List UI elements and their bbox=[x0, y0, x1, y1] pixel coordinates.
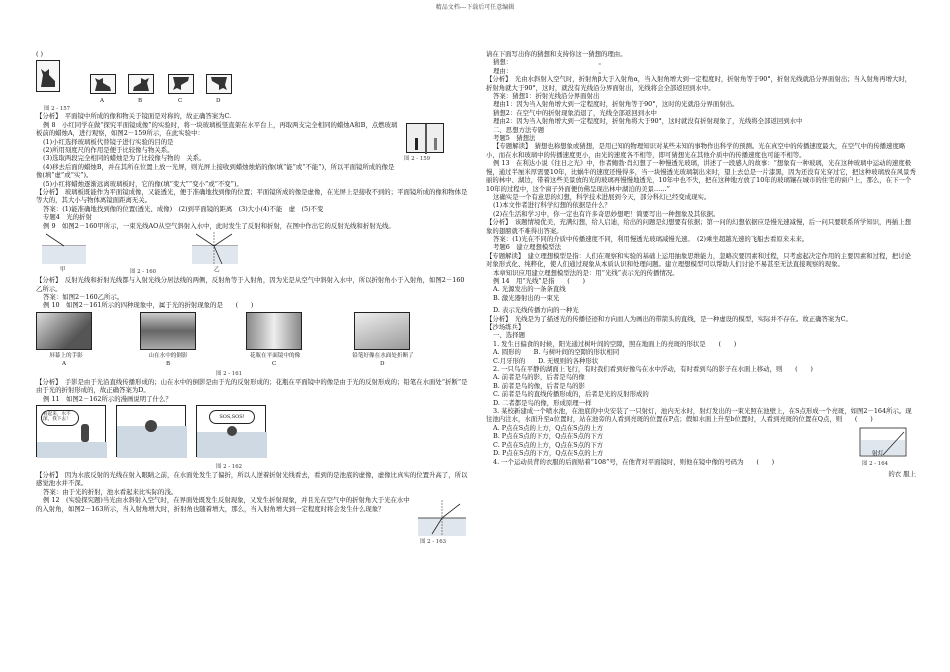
figure-163-diagram bbox=[418, 500, 466, 536]
answer-example-13: 答案：(1)光在不同的介质中传播速度不同，利用慢透光玻璃减慢光速。 (2)乘坐超越光速的飞船去看原来未来。 bbox=[493, 234, 809, 243]
question-3-option-c: C. P点在S点的上方，Q点在S点的下方 bbox=[493, 440, 604, 449]
photo-pencil-water bbox=[354, 312, 410, 350]
answer-guess-2: 猜想2：在空气中的折射现象消退了，光线全部返回到水中 bbox=[493, 108, 657, 117]
photo-caption-a: 屏幕上的手影 bbox=[49, 352, 83, 359]
figure-160-label-b: 乙 bbox=[214, 267, 220, 274]
speech-bubble-1: 看起来，水不深，我下去！ bbox=[41, 410, 79, 426]
figure-157-option-b bbox=[128, 74, 154, 94]
question-4: 4. 一个运动员背的衣服的后面贴着“108”号，在他背对平面镜时，则他在镜中像的号码为 ( ) bbox=[493, 457, 775, 466]
figure-157-label-c: C bbox=[178, 98, 183, 105]
section-2-heading: 二、思想方法专题 bbox=[493, 125, 545, 134]
figure-157-option-a bbox=[90, 74, 116, 94]
answer-example-8: 答案：(1)能准确地找到像的位置(透光、成像) (2)到平面镜的距离 (3)大小(4)不能 虚 (5)不变 bbox=[43, 204, 324, 213]
figure-157-caption: 图 2 - 157 bbox=[44, 106, 71, 113]
photo-caption-d: 铅笔好像在水面处折断了 bbox=[352, 352, 414, 359]
question-bracket: ( ) bbox=[36, 50, 44, 58]
figure-161-caption: 图 2 - 161 bbox=[216, 370, 243, 377]
figure-159 bbox=[402, 121, 448, 165]
question-3-option-b: B. P点在S点的下方，Q点在S点的下方 bbox=[493, 432, 604, 441]
example-14-option-d: D. 表示光线传播方向的一种光 bbox=[493, 306, 579, 315]
answer-example-11: 答案：由于光的折射，池水看起来比实际的浅。 bbox=[43, 487, 178, 496]
analysis-example-7: 【分析】 平面镜中所成的像和物关于镜面是对称的，故正确答案为C. bbox=[36, 112, 232, 121]
figure-160-diagrams bbox=[42, 232, 242, 268]
example-13: 例 13 在利达小说《往日之光》中，作者鲍勃·肖幻想了一种慢透光玻璃，讲述了一段感人的故事：“想象有一种玻璃，光在这种玻璃中运动的速度极慢，通过半厘米厚需要10年，比蜗牛的速度还慢得多，当一块慢透光玻璃制出来时，望上去总是一片漆黑，因为还没有光穿过它，把这种玻璃放在风景秀丽的林中、湖边，带着这些美景放的光的玻璃再慢慢地透光，10年中也不失，把在这种地方放了10年的玻璃镶在城市的住宅的窗户上，那么，在下一个10年的过程中，这个窗子外面便仿佛呈现出林中湖泊的美景……” bbox=[486, 159, 916, 193]
photo-caption-c: 花瓶在平面镜中的像 bbox=[249, 352, 301, 359]
example-8: 例 8 小红同学在做“探究平面镜成像”的实验时，将一块玻璃板竖直架在水平台上，再取两支完全相同的蜡烛A和B，点燃玻璃板前的蜡烛A，进行观察，如图2－159所示，在此实验中： bbox=[36, 120, 398, 138]
topic-6-intro: 【专题解读】 建立理想模型是指：人们在观察和实验的基础上运用抽象思维能力，忽略次要因素和过程，只考虑起决定作用的主要因素和过程，把讨论对象形式化、纯粹化，使人们通过现象从本质认识和处理问题。建立理想模型可以帮助人们讨论不易甚至无法直接观察的现象。 bbox=[486, 251, 911, 269]
analysis-example-13: 【分析】 该题情境优美，充满幻想，给人启迪，给出的问题是幻想要有依据；第一问的幻想依据应是慢光速减慢，后一问只要联系所学知识，再插上想象的翅膀就不难得出答案。 bbox=[486, 218, 911, 235]
figure-160 bbox=[36, 230, 468, 276]
analysis-example-9: 【分析】 反射光线和折射光线都与入射光线分居法线的两侧，反射角等于入射角，因为光是从空气中斜射入水中，所以折射角小于入射角，如图2－160乙所示。 bbox=[36, 276, 465, 293]
example-14: 例 14 用“光线”是指 ( ) bbox=[493, 276, 586, 285]
question-1-options-cd: C.月牙形的 D. 无规则的各种形状 bbox=[493, 356, 599, 365]
page-header: 精品文档---下载后可任意编辑 bbox=[435, 4, 515, 11]
question-3-option-a: A. P点在S点的上方，Q点在S点的上方 bbox=[493, 423, 604, 432]
example-11: 例 11 如图2－162所示的漫画说明了什么？ bbox=[43, 394, 172, 403]
comic-panel-3 bbox=[196, 405, 266, 457]
comic-panel-2 bbox=[116, 405, 186, 457]
figure-160-caption: 图 2 - 160 bbox=[130, 269, 157, 276]
example-8-q2: (2)所用刻度尺的作用是便于比较像与物关系。 bbox=[43, 146, 174, 155]
answer-example-9: 答案：如图2－160乙所示。 bbox=[43, 292, 124, 301]
figure-157-label-d: D bbox=[216, 98, 221, 105]
topic-4-heading: 专题4 光的折射 bbox=[43, 213, 92, 222]
figure-163-caption: 图 2 - 163 bbox=[420, 539, 447, 546]
example-12: 例 12 (实验探究题)当光由水斜射入空气时，在界面处既发生反射现象，又发生折射现象，并且光在空气中的折射角大于光在水中的入射角，如图2－163所示，当入射角增大时，折射角也随着增大，那么，当入射角增大到一定程度时将会发生什么现象？ bbox=[36, 496, 410, 513]
figure-157 bbox=[36, 60, 468, 112]
analysis-example-12: 【分析】 光由水斜射入空气时，折射角β大于入射角α，当入射角增大到一定程度时，折射角等于90°，折射光线就沿分界面射出；当入射角再增大时，折射角就大于90°，这时，就没有光线沿分界面射出，光线将会全部返回到水中。 bbox=[486, 75, 912, 92]
photo-vase-mirror bbox=[246, 312, 302, 350]
figure-159-caption: 图 2 - 159 bbox=[404, 155, 431, 162]
figure-157-label-b: B bbox=[138, 98, 143, 105]
figure-157-source-image bbox=[36, 60, 60, 92]
question-1-options-ab: A. 圆形的 B. 与树叶间的空隙的形状相同 bbox=[493, 348, 620, 357]
example-8-q1: (1)小红选择玻璃板代替镜子进行实验的目的是 bbox=[43, 137, 174, 146]
left-column bbox=[36, 50, 468, 546]
answer-reason-2: 理由2：因为当入射角增大到一定程度时，折射角将大于90°，这时就没有折射现象了，光线将全部返回到水中 bbox=[493, 117, 803, 126]
choice-section-heading: 一、选择题 bbox=[493, 331, 525, 340]
photo-label-d: D bbox=[380, 360, 385, 367]
reason-line: 理由： 。 bbox=[493, 66, 605, 75]
figure-162 bbox=[36, 405, 468, 471]
question-3: 3. 某校新建成一个喷水池，在池底的中央安装了一只射灯，池内无水时，射灯发出的一束光照在池壁上，在S点形成一个亮斑，如图2－164所示。现往池内注水，水面升至a位置时，站在池旁的人看到亮斑的位置在P点；假如水面上升至b位置时，人看到亮斑的位置在Q点，则 ( ) bbox=[486, 407, 912, 424]
example-14-option-b: B. 激光器射出的一束光 bbox=[493, 293, 560, 302]
example-8-q5: (5)小红将蜡烛逐渐远离玻璃板时，它的像(填“变大”“变小”或“不变”)。 bbox=[43, 179, 243, 188]
figure-160-label-a: 甲 bbox=[60, 267, 66, 274]
photo-label-c: C bbox=[272, 360, 277, 367]
analysis-example-8: 【分析】 玻璃板既能作为平面镜成像，又能透光，便于准确地找到像的位置；平面镜所成的像是虚像，在光屏上是接收不到的；平面镜所成的像和物体是等大的，其大小与物体离镜面距离无关。 bbox=[36, 188, 468, 205]
topic-5-intro: 【专题解读】 猜想也称想象或猜想，是用已知的物理知识对某些未知的事物作出科学的预测。光在真空中的传播速度最大，在空气中的传播速度略小，而在水和玻璃中的传播速度更小，由光的速度各不相等，即可猜想光在其他介质中的传播速度也可能不相等。 bbox=[486, 142, 906, 159]
speech-bubble-2: SOS,SOS! bbox=[209, 410, 255, 424]
question-4-tail: 的衣 服上 bbox=[888, 469, 916, 478]
photo-caption-b: 山在水中的倒影 bbox=[148, 352, 188, 359]
question-2-option-a: A. 前者是鸟的影，后者是鸟的像 bbox=[493, 373, 585, 382]
figure-157-option-d bbox=[206, 74, 232, 94]
question-2-option-b: B. 前者是鸟的像，后者是鸟的影 bbox=[493, 381, 585, 390]
photo-mountain-reflection bbox=[140, 312, 196, 350]
answer-reason-1: 理由1：因为当入射角增大到一定程度时，折射角等于90°，这时的光就沿分界面射出。 bbox=[493, 100, 739, 109]
figure-162-caption: 图 2 - 162 bbox=[216, 463, 243, 470]
example-8-q3: (3)选取两段完全相同的蜡烛是为了比较像与物的 关系。 bbox=[43, 154, 206, 163]
example-13-q2: (2)在生活和学习中，你一定也有许多奇思妙想吧！简要写出一种想象及其依据。 bbox=[493, 209, 720, 218]
right-column bbox=[486, 50, 916, 478]
topic-6-heading: 考题6 建立理想模型法 bbox=[493, 243, 562, 252]
question-3-option-d: D. P点在S点的下方，Q点在S点的上方 bbox=[493, 449, 604, 458]
question-1: 1. 发生日偏食的时候，阳光通过树叶间的空隙，照在地面上的亮斑的形状是 ( ) bbox=[493, 339, 737, 348]
comic-panel-1 bbox=[36, 405, 106, 457]
photo-label-a: A bbox=[62, 360, 67, 367]
cat-icon bbox=[37, 61, 59, 91]
example-13-q1: (1)本文作者进行科学幻想的依据是什么？ bbox=[493, 201, 611, 210]
question-2-option-d: D. 二者都是鸟的像，形成原理一样 bbox=[493, 398, 592, 407]
example-14-option-a: A. 光源发出的一条条直线 bbox=[493, 285, 566, 294]
figure-157-option-c bbox=[168, 74, 194, 94]
analysis-example-14: 【分析】 光线是为了描述光的传播径迹和方向而人为画出的带箭头的直线，是一种虚设的模型，实际并不存在。故正确答案为C。 bbox=[486, 314, 852, 323]
analysis-example-10: 【分析】 手影是由于光沿直线传播形成的；山在水中的倒影是由于光的反射形成的；花瓶在平面镜中的像是由于光的反射形成的；铅笔在水面处“折断”是由于光的折射形成的，故正确答案为D。 bbox=[36, 377, 468, 395]
photo-label-b: B bbox=[166, 360, 171, 367]
topic-5-heading: 考题5 猜想法 bbox=[493, 134, 536, 143]
figure-163 bbox=[418, 500, 468, 546]
example-10: 例 10 如图2－161所示的四种现象中，属于光的折射现象的是 ( ) bbox=[43, 301, 254, 310]
photo-hand-shadow bbox=[36, 312, 92, 350]
example-13-note: 这确实是一个有意思的幻想，科学技术进展到今天，部分科幻已经变成现实。 bbox=[493, 192, 711, 201]
figure-164-lamp-label: 射灯 bbox=[872, 450, 884, 457]
figure-164 bbox=[858, 424, 910, 470]
practice-heading: 【沙场练兵】 bbox=[486, 323, 525, 331]
topic-6-note: 本章知识应用建立理想模型法的是：用“光线”表示光的传播情况。 bbox=[493, 268, 679, 277]
answer-guess-1: 答案：猜想1：折射光线沿分界面射出 bbox=[493, 92, 600, 101]
example-9: 例 9 如图2－160甲所示，一束光线AO从空气斜射入水中，此时发生了反射和折射，在图中作出它的反射光线和折射光线。 bbox=[43, 221, 395, 230]
example-8-q4: (4)移去后面的蜡烛B，并在其所在位置上放一光屏，则光屏上接收到蜡烛烛焰的像(填“能”或“不能”)，所以平面镜所成的像是像(填“虚”或“实”)。 bbox=[36, 162, 395, 180]
figure-161 bbox=[36, 312, 468, 378]
question-2-option-c: C. 前者是鸟的直线传播形成的，后者是光的反射形成的 bbox=[493, 390, 649, 399]
figure-157-label-a: A bbox=[100, 98, 105, 105]
question-2: 2. 一只鸟在平静的湖面上飞行，有时我们看到好像鸟在水中浮动，有时看到鸟的影子在水面上移动，则 ( ) bbox=[493, 365, 813, 374]
analysis-example-11: 【分析】 因为水底反射的光线在射入眼睛之前，在水面处发生了偏折，所以人逆着折射光线看去，看到的是池底的虚像，虚像比真实的位置升高了，所以感觉池水并不深。 bbox=[36, 470, 468, 488]
figure-164-caption: 图 2 - 164 bbox=[862, 460, 889, 467]
guess-line: 猜想： 。 bbox=[493, 58, 605, 67]
example-12-prompt: 请在下面写出你的猜想和支持你这一猜想的理由。 bbox=[486, 50, 627, 58]
